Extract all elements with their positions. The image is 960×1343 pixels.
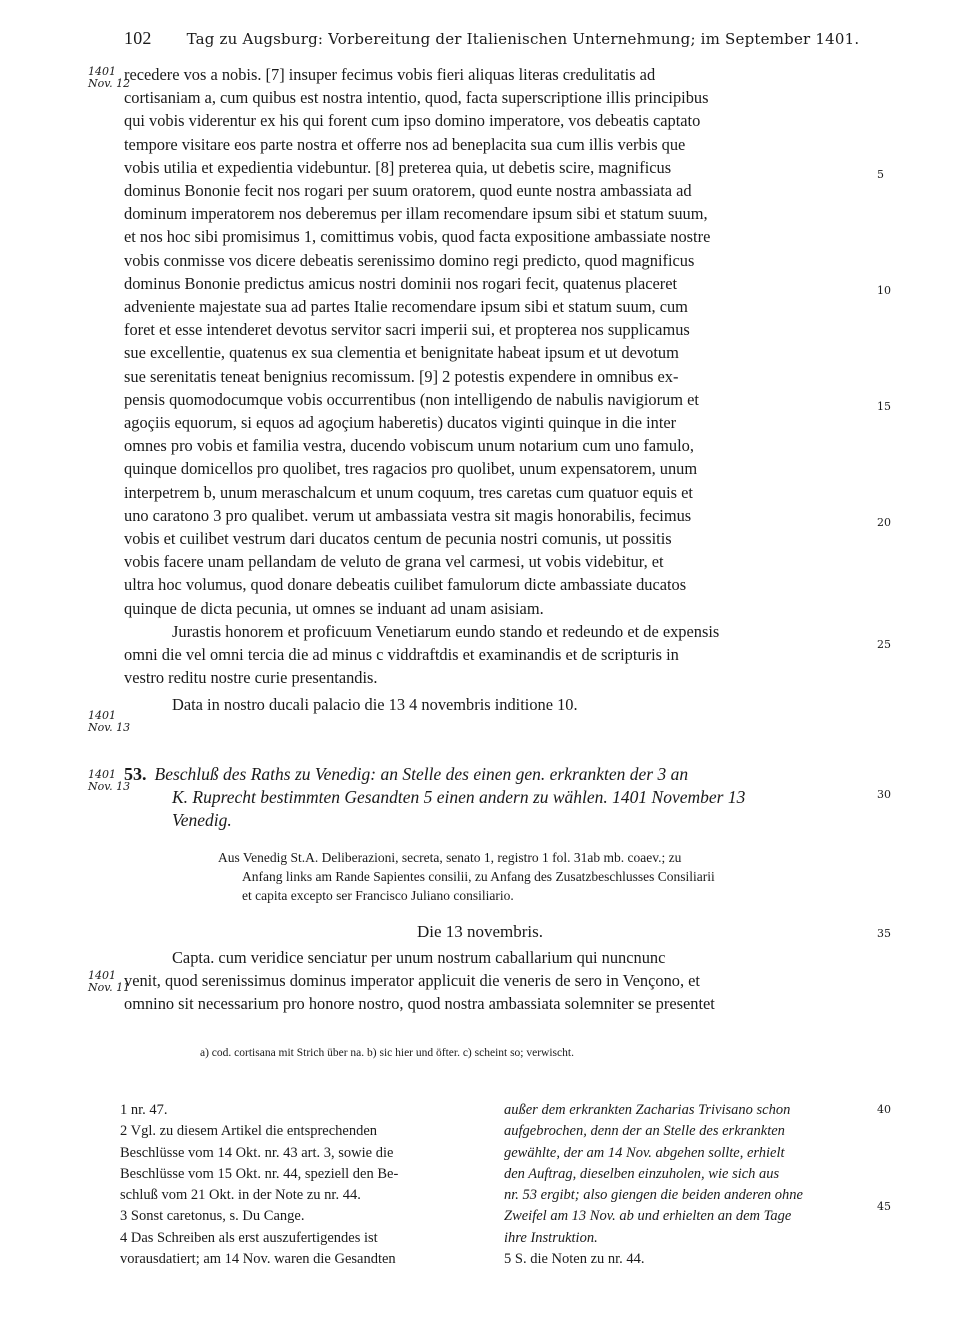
text-line: sue excellentie, quatenus ex sua clementia et benignitate habeat ipsum et ut devotum (124, 343, 679, 363)
text-line: tempore visitare eos parte nostra et offerre nos ad beneplacita sua cum illis verbis que (124, 134, 686, 154)
text-line: uno caratono 3 pro qualibet. verum ut ambassiata vestra sit magis honorabilis, fecimus (124, 505, 692, 525)
text-line: Jurastis honorem et proficuum Venetiarum eundo stando et redeundo et de expensis (172, 621, 720, 641)
source-line: Anfang links am Rande Sapientes consilii, zu Anfang des Zusatzbeschlusses Consiliarii (242, 869, 715, 884)
text-line: recedere vos a nobis. [7] insuper fecimus vobis fieri aliquas literas credulitatis ad (124, 65, 656, 84)
footnote-line: nr. 53 ergibt; also giengen die beiden anderen ohne (504, 1187, 803, 1204)
text-line: sue serenitatis teneat benignius recomissum. [9] 2 potestis expendere in omnibus ex- (124, 366, 679, 386)
source-line: Aus Venedig St.A. Deliberazioni, secreta, senato 1, registro 1 fol. 31ab mb. coaev.; zu (218, 850, 682, 865)
line-number: 30 (877, 788, 891, 801)
footnote-line: 5 S. die Noten zu nr. 44. (504, 1251, 645, 1268)
text-line: foret et esse intenderet devotus servitor sacri imperii sui, et propterea nos supplicamus (124, 320, 690, 340)
text-line: adveniente majestate sua ad partes Italie recomendare ipsum sibi et statum suum, cum (124, 297, 688, 317)
text-line: qui vobis viderentur ex his qui forent cum ipso domino imperatore, vos debeatis captato (124, 111, 701, 131)
text-line: ultra hoc volumus, quod donare debeatis cuilibet famulorum dicte ambassiate ducatos (124, 575, 687, 595)
line-number: 5 (877, 168, 884, 181)
footnotes-right (504, 1100, 868, 1270)
text-line: dominum imperatorem nos deberemus per illam recomendare ipsum sibi et statum suum, (124, 204, 708, 224)
margin-date: 1401 Nov. 11 (88, 969, 131, 994)
line-number: 15 (877, 400, 891, 413)
text-line: Capta. cum veridice senciatur per unum nostrum caballarium qui nuncnunc (172, 948, 666, 967)
text-line: venit, quod serenissimus dominus imperator applicuit die veneris de sero in Vençono, et (124, 971, 700, 991)
source-description (218, 848, 868, 905)
footnote-line: 3 Sonst caretonus, s. Du Cange. (120, 1208, 305, 1225)
footnote-line: Beschlüsse vom 14 Okt. nr. 43 art. 3, sowie die (120, 1144, 394, 1161)
line-number: 20 (877, 516, 891, 529)
footnote-line: 2 Vgl. zu diesem Artikel die entsprechenden (120, 1123, 378, 1140)
text-line: vobis utilia et expedientia videbuntur. [8] preterea quia, ut debetis scire, magnificus (124, 157, 672, 177)
text-line: quinque de dicta pecunia, ut omnes se induant ad unam asisiam. (124, 598, 544, 618)
textual-apparatus: a) cod. cortisana mit Strich über na. b) sic hier und öfter. c) scheint so; verwischt. (200, 1047, 574, 1059)
footnote-line: Zweifel am 13 Nov. ab und erhielten an dem Tage (504, 1208, 792, 1225)
footnotes-left (120, 1100, 482, 1270)
document-number: 53. (124, 764, 147, 784)
date-heading: Die 13 novembris. (416, 922, 544, 941)
text-line: vobis facere unam pellandam de veluto de grana vel carmesi, ut vobis videbitur, et (124, 552, 664, 572)
line-number: 10 (877, 284, 891, 297)
line-number: 40 (877, 1103, 891, 1116)
text-line: et nos hoc sibi promisimus 1, comittimus vobis, quod facta expositione ambassiate nostre (124, 227, 711, 247)
page-number: 102 (124, 28, 152, 48)
footnote-line: 1 nr. 47. (120, 1102, 168, 1118)
main-text (124, 63, 868, 717)
text-line: omnino sit necessarium pro honore nostro, quod nostra ambassiata solemniter se presentet (124, 994, 715, 1014)
document-title-line: Beschluß des Raths zu Venedig: an Stelle des einen gen. erkrankten der 3 an (154, 764, 689, 784)
text-line: quinque domicellos pro quolibet, tres ragacios pro quolibet, unum expensatorem, unum (124, 459, 698, 479)
document-title-line: Venedig. (172, 810, 232, 830)
footnote-line: schluß vom 21 Okt. in der Note zu nr. 44. (120, 1187, 361, 1204)
text-line: agoçiis equorum, si equos ad agoçium haberetis) ducatos viginti quinque in die inter (124, 413, 677, 433)
margin-date: 1401 Nov. 13 (88, 768, 131, 793)
text-line: vobis et cuilibet vestrum dari ducatos centum de pecunia nostri comunis, ut possitis (124, 529, 672, 549)
footnote-line: Beschlüsse vom 15 Okt. nr. 44, speziell den Be- (120, 1165, 399, 1182)
footnote-line: vorausdatiert; am 14 Nov. waren die Gesandten (120, 1251, 396, 1268)
document-heading (124, 763, 868, 832)
footnote-line: ihre Instruktion. (504, 1229, 598, 1246)
line-number: 25 (877, 638, 891, 651)
text-line: vestro reditu nostre curie presentandis. (124, 668, 378, 688)
text-line: dominus Bononie predictus amicus nostri dominii nos rogari fecit, quatenus placeret (124, 273, 678, 293)
footnote-line: 4 Das Schreiben als erst auszufertigendes ist (120, 1229, 378, 1246)
document-body (124, 946, 868, 1016)
data-line: Data in nostro ducali palacio die 13 4 novembris inditione 10. (172, 695, 578, 715)
footnote-line: außer dem erkrankten Zacharias Trivisano schon (504, 1102, 791, 1118)
text-line: omni die vel omni tercia die ad minus c viddraftdis et examinandis et de scripturis in (124, 645, 679, 665)
source-line: et capita excepto ser Francisco Juliano consiliario. (242, 888, 514, 903)
running-title: Tag zu Augsburg: Vorbereitung der Italienischen Unternehmung; im September 1401. (186, 30, 860, 48)
footnote-line: gewählte, der am 14 Nov. abgehen sollte, erhielt (504, 1144, 785, 1161)
text-line: dominus Bononie fecit nos rogari per suum oratorem, quod eunte nostra ambassiata ad (124, 181, 692, 201)
margin-date: 1401 Nov. 13 (88, 709, 131, 734)
running-header (124, 28, 859, 49)
margin-date: 1401 Nov. 12 (88, 65, 131, 90)
text-line: vobis conmisse vos dicere debeatis serenissimo domino regi predicto, quod magnificus (124, 250, 695, 270)
document-title-line: K. Ruprecht bestimmten Gesandten 5 einen andern zu wählen. 1401 November 13 (172, 787, 746, 807)
line-number: 45 (877, 1200, 891, 1213)
text-line: interpetrem b, unum meraschalcum et unum coquum, tres caretas cum quatuor equis et (124, 482, 693, 502)
footnote-line: den Auftrag, dieselben einzuholen, wie sich aus (504, 1165, 780, 1182)
text-line: omnes pro vobis et familia vestra, ducendo vobiscum unum notarium cum uno famulo, (124, 436, 694, 456)
text-line: pensis quomodocumque vobis occurrentibus (non intelligendo de nabulis navigiorum et (124, 389, 699, 409)
text-line: cortisaniam a, cum quibus est nostra intentio, quod, facta superscriptione illis principibus (124, 88, 709, 108)
footnote-line: aufgebrochen, denn der an Stelle des erkrankten (504, 1123, 785, 1140)
line-number: 35 (877, 927, 891, 940)
